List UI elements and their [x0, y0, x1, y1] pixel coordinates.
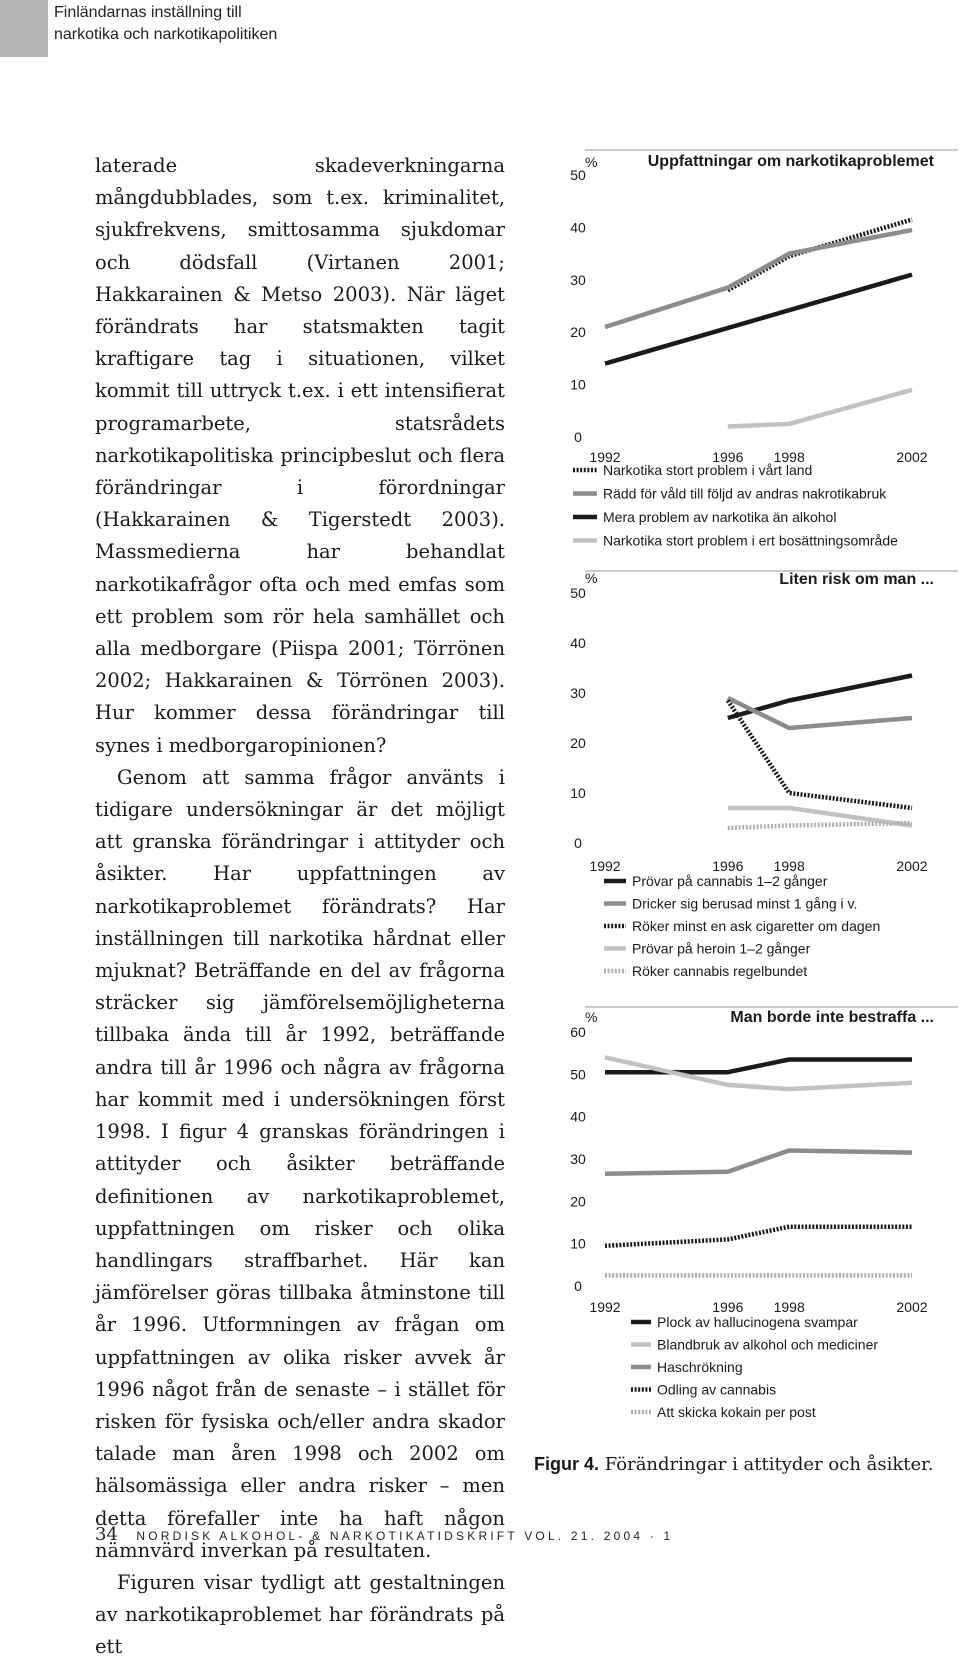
chart-3-title: Man borde inte bestraffa ...: [730, 1009, 934, 1026]
journal-name: NORDISK ALKOHOL- & NARKOTIKATIDSKRIFT VOL. 21. 2004 · 1: [136, 1529, 674, 1543]
chart-3-legend-label: Att skicka kokain per post: [657, 1404, 816, 1420]
paragraph-1: laterade skadeverkningarna mångdubblades, som t.ex. kriminalitet, sjukfrekvens, smittosamma sjukdomar och dödsfall (Virtanen 2001; Hakkarainen & Metso 2003). När läget förändrats har statsmakten tagit kraftigare tag i situationen, vilket kommit till uttryck t.ex. i ett intensifierat programarbete, statsrådets narkotikapolitiska principbeslut och flera förändringar i förordningar (Hakkarainen & Tigerstedt 2003). Massmedierna har behandlat narkotikafrågor ofta och med emfas som ett problem som rör hela samhället och alla medborgare (Piispa 2001; Törrönen 2002; Hakkarainen & Törrönen 2003). Hur kommer dessa förändringar till synes i medborgaropinionen?: [95, 154, 505, 757]
running-header: [54, 2, 277, 46]
header-color-block: [0, 0, 48, 57]
chart-1-y-tick-label: 10: [570, 376, 586, 393]
chart-3-y-tick-label: 20: [570, 1193, 586, 1210]
chart-3-y-tick-label: 30: [570, 1151, 586, 1167]
chart-3-series-line: [605, 1151, 912, 1174]
chart-3-legend-label: Blandbruk av alkohol och mediciner: [657, 1336, 879, 1353]
chart-2-series-line: [728, 698, 912, 728]
chart-3-legend-label: Haschrökning: [657, 1359, 743, 1375]
chart-1-legend-label: Mera problem av narkotika än alkohol: [603, 509, 837, 525]
chart-2-y-tick-label: 50: [570, 585, 586, 601]
paragraph-2: Genom att samma frågor använts i tidigare undersökningar är det möjligt att granska förändringar i attityder och åsikter. Har uppfattningen av narkotikaproblemet förändrats? Har inställningen till narkotika hårdnat eller mjuknat? Beträffande en del av frågorna sträcker sig jämförelsemöjligheterna tillbaka ända till år 1992, beträffande andra till år 1996 och några av frågorna har kommit med i undersökningen först 1998. I figur 4 granskas förändringen i attityder och åsikter beträffande definitionen av narkotikaproblemet, uppfattningen om risker och olika handlingars straffbarhet. Här kan jämförelser göras tillbaka åtminstone till år 1996. Utformningen av frågan om uppfattningen av olika risker avvek år 1996 något från de senaste – i stället för risken för fysiska och/eller andra skador talade man åren 1998 och 2002 om hälsomässiga eller andra risker – men detta förefaller inte ha haft någon nämnvärd inverkan på resultaten.: [95, 765, 505, 1562]
chart-2-legend-label: Prövar på heroin 1–2 gånger: [632, 940, 811, 957]
chart-2-y-tick-label: 40: [570, 635, 586, 651]
chart-1-series-line: [605, 230, 912, 327]
chart-3-legend-label: Plock av hallucinogena svampar: [657, 1314, 858, 1330]
chart-3-legend-label: Odling av cannabis: [657, 1381, 777, 1398]
chart-2-title: Liten risk om man ...: [779, 571, 934, 588]
chart-1-x-tick-label: 1992: [589, 449, 621, 465]
chart-1-legend-label: Narkotika stort problem i ert bosättningsområde: [603, 532, 898, 549]
chart-2-y-tick-label: 30: [570, 685, 586, 701]
body-text-column: [95, 150, 505, 1664]
chart-1-x-tick-label: 1996: [712, 449, 744, 465]
chart-1-x-tick-label: 2002: [896, 449, 928, 465]
chart-3-x-tick-label: 1998: [773, 1299, 805, 1315]
chart-3-y-unit: %: [585, 1009, 598, 1025]
running-header-line-1: Finländarnas inställning till: [54, 4, 242, 21]
chart-1-title: Uppfattningar om narkotikaproblemet: [647, 153, 934, 170]
chart-1-legend-label: Narkotika stort problem i vårt land: [603, 462, 813, 478]
chart-2-y-tick-label: 0: [574, 835, 582, 851]
chart-2-x-tick-label: 1992: [589, 858, 621, 874]
page-number: 34: [95, 1524, 118, 1545]
chart-2-y-unit: %: [585, 570, 598, 586]
chart-2-x-tick-label: 2002: [896, 858, 928, 874]
running-header-line-2: narkotika och narkotikapolitiken: [54, 26, 278, 43]
chart-3-y-tick-label: 60: [570, 1024, 586, 1040]
chart-1-y-tick-label: 20: [570, 324, 586, 341]
chart-2-legend-label: Röker minst en ask cigaretter om dagen: [632, 918, 881, 934]
chart-1-legend-label: Rädd för våld till följd av andras nakrotikabruk: [603, 485, 887, 502]
chart-2-legend-label: Dricker sig berusad minst 1 gång i v.: [632, 895, 858, 912]
figure-caption: [534, 1454, 934, 1475]
chart-1-y-tick-label: 50: [570, 167, 586, 183]
paragraph-3: Figuren visar tydligt att gestaltningen av narkotikaproblemet har förändrats på ett: [95, 1570, 505, 1659]
chart-3-x-tick-label: 1996: [712, 1299, 744, 1315]
chart-1-y-tick-label: 0: [574, 429, 582, 445]
chart-1-series-line: [728, 390, 912, 427]
chart-1-y-unit: %: [585, 154, 598, 170]
chart-3-series-line: [605, 1227, 912, 1246]
chart-3-x-tick-label: 1992: [589, 1299, 621, 1315]
chart-1-y-tick-label: 40: [570, 219, 586, 236]
figure-4: [530, 140, 960, 1445]
caption-text: Förändringar i attityder och åsikter.: [604, 1454, 934, 1475]
caption-label: Figur 4.: [534, 1454, 600, 1474]
chart-2-legend-label: Prövar på cannabis 1–2 gånger: [632, 873, 828, 889]
chart-2-x-tick-label: 1996: [712, 858, 744, 874]
chart-2-series-line: [728, 823, 912, 828]
chart-1-x-tick-label: 1998: [773, 449, 805, 465]
chart-1-series-line: [728, 220, 912, 291]
chart-2-legend-label: Röker cannabis regelbundet: [632, 963, 808, 979]
chart-2-x-tick-label: 1998: [773, 858, 805, 874]
chart-2-y-tick-label: 10: [570, 785, 586, 801]
chart-3-y-tick-label: 10: [570, 1235, 586, 1252]
chart-3-y-tick-label: 0: [574, 1278, 582, 1294]
chart-3-y-tick-label: 40: [570, 1108, 586, 1125]
chart-3-x-tick-label: 2002: [896, 1299, 928, 1315]
chart-2-y-tick-label: 20: [570, 735, 586, 751]
chart-3-y-tick-label: 50: [570, 1066, 586, 1083]
chart-2-series-line: [728, 701, 912, 809]
figure-4-charts: [530, 140, 960, 1440]
chart-1-y-tick-label: 30: [570, 271, 586, 288]
chart-1-series-line: [605, 275, 912, 364]
